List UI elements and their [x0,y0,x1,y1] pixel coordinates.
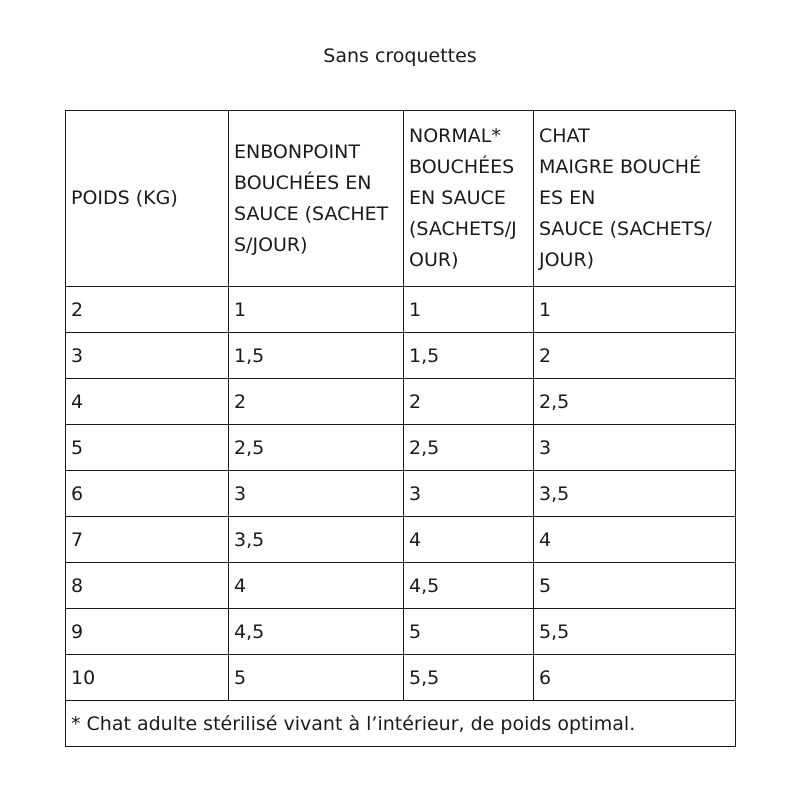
cell-thin: 5 [534,563,736,609]
cell-weight: 6 [66,471,229,517]
feeding-table [65,110,736,747]
cell-overweight: 2 [229,379,404,425]
cell-normal: 4,5 [404,563,534,609]
cell-overweight: 4 [229,563,404,609]
cell-overweight: 5 [229,655,404,701]
header-overweight: ENBONPOINT BOUCHÉES EN SAUCE (SACHET S/JOUR) [229,111,404,287]
header-thin: CHAT MAIGRE BOUCHÉ ES EN SAUCE (SACHETS/ JOUR) [534,111,736,287]
table-row [66,287,736,333]
cell-thin: 1 [534,287,736,333]
cell-overweight: 3 [229,471,404,517]
cell-normal: 1,5 [404,333,534,379]
table-row [66,563,736,609]
table-row [66,379,736,425]
cell-weight: 9 [66,609,229,655]
cell-weight: 2 [66,287,229,333]
cell-thin: 2 [534,333,736,379]
cell-weight: 7 [66,517,229,563]
cell-normal: 5,5 [404,655,534,701]
cell-overweight: 4,5 [229,609,404,655]
cell-overweight: 2,5 [229,425,404,471]
cell-overweight: 1 [229,287,404,333]
cell-thin: 6 [534,655,736,701]
cell-thin: 4 [534,517,736,563]
cell-weight: 10 [66,655,229,701]
cell-normal: 2,5 [404,425,534,471]
table-row [66,609,736,655]
cell-weight: 8 [66,563,229,609]
table-row [66,425,736,471]
cell-normal: 2 [404,379,534,425]
table-row [66,333,736,379]
cell-weight: 5 [66,425,229,471]
table-footnote-row [66,701,736,747]
cell-thin: 3 [534,425,736,471]
cell-thin: 2,5 [534,379,736,425]
table-row [66,517,736,563]
table-header-row [66,111,736,287]
table-row [66,655,736,701]
cell-overweight: 1,5 [229,333,404,379]
table-row [66,471,736,517]
header-normal: NORMAL* BOUCHÉES EN SAUCE (SACHETS/J OUR) [404,111,534,287]
cell-normal: 1 [404,287,534,333]
cell-normal: 4 [404,517,534,563]
cell-normal: 5 [404,609,534,655]
cell-thin: 5,5 [534,609,736,655]
cell-overweight: 3,5 [229,517,404,563]
header-weight: POIDS (KG) [66,111,229,287]
page-title: Sans croquettes [323,45,477,67]
cell-thin: 3,5 [534,471,736,517]
cell-weight: 4 [66,379,229,425]
cell-weight: 3 [66,333,229,379]
cell-normal: 3 [404,471,534,517]
table-footnote: * Chat adulte stérilisé vivant à l’intérieur, de poids optimal. [66,701,736,747]
